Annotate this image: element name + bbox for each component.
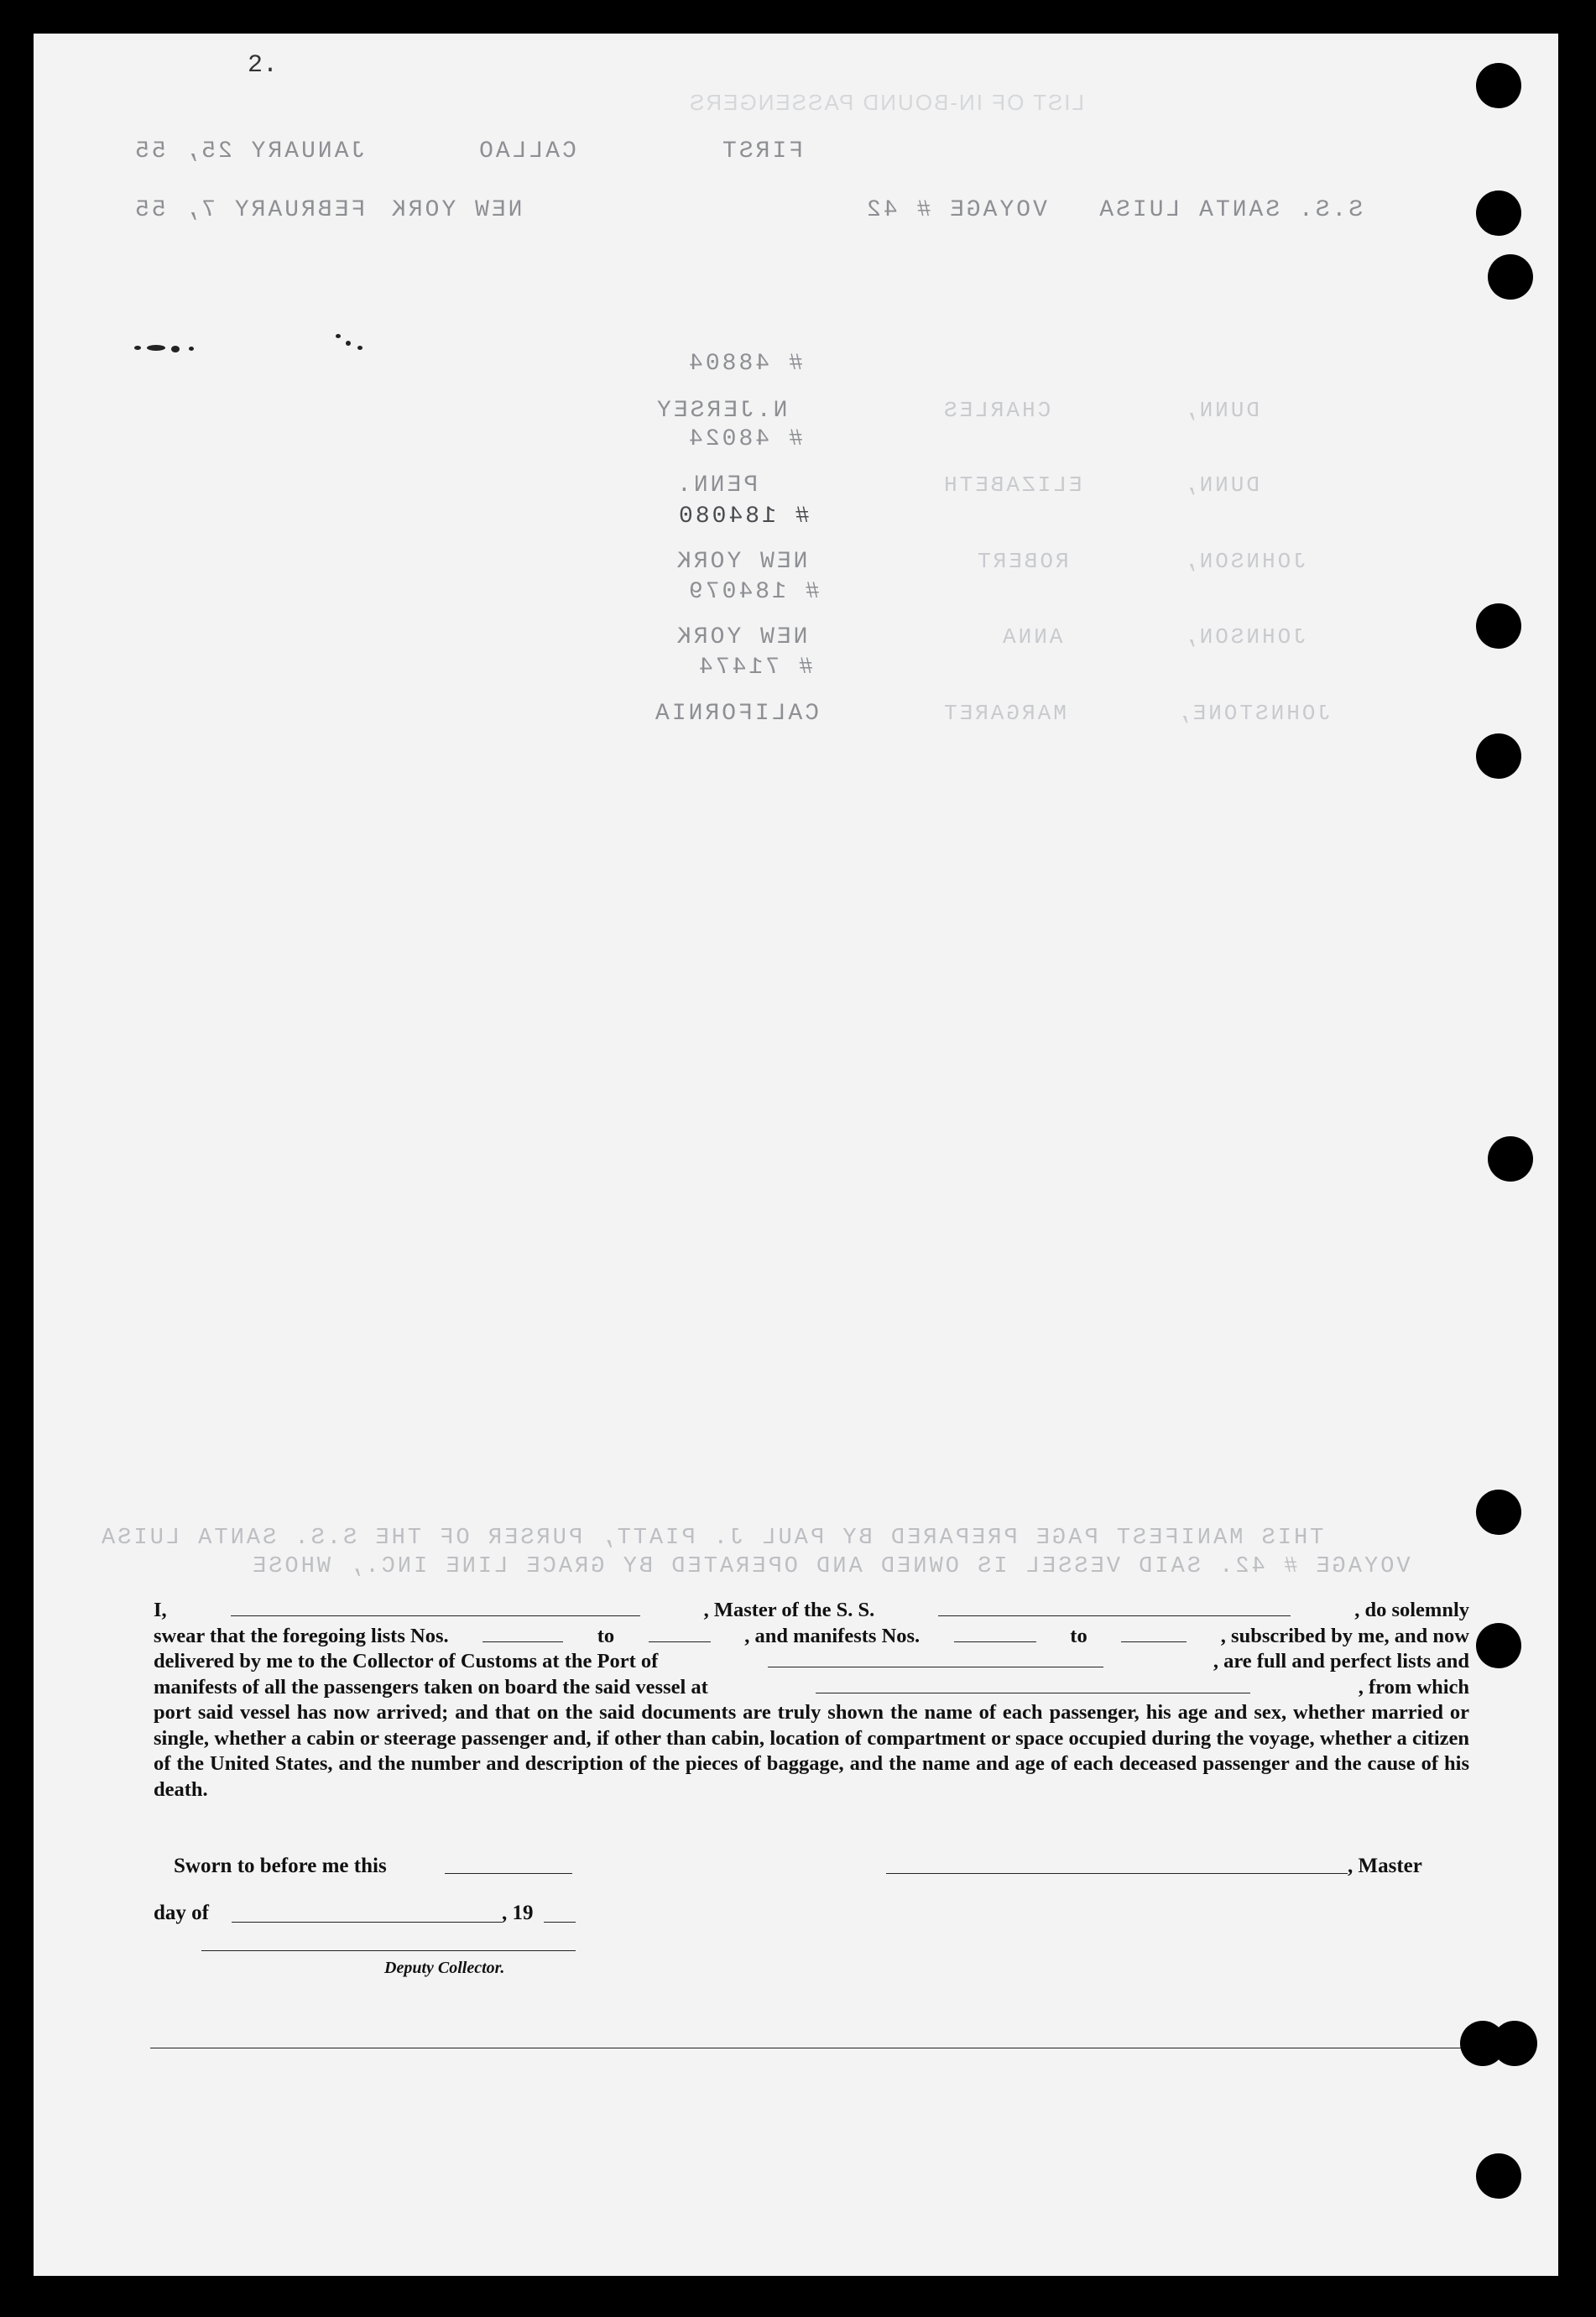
header-class: FIRST bbox=[720, 138, 804, 164]
speck bbox=[357, 346, 362, 350]
oath-swear: swear that the foregoing lists Nos. bbox=[154, 1624, 449, 1647]
header-date-depart: JANUARY 25, 55 bbox=[133, 138, 366, 164]
oath-to-2: to bbox=[1070, 1624, 1087, 1647]
oath-line-2 bbox=[154, 1624, 1469, 1650]
passenger-given: CHARLES bbox=[941, 398, 1051, 423]
manifests-to-field[interactable] bbox=[1121, 1625, 1187, 1642]
binder-hole bbox=[1476, 2153, 1521, 2199]
oath-do-solemnly: , do solemnly bbox=[1354, 1599, 1469, 1621]
ghost-title: LIST OF IN-BOUND PASSENGERS bbox=[688, 90, 1085, 115]
passenger-number: # 48024 bbox=[686, 426, 803, 452]
passenger-surname: DUNN, bbox=[1181, 398, 1260, 423]
passenger-given: ANNA bbox=[1000, 624, 1063, 650]
speck bbox=[171, 346, 180, 352]
passenger-state: PENN. bbox=[675, 472, 759, 498]
year-field[interactable] bbox=[544, 1922, 576, 1923]
passenger-given: ELIZABETH bbox=[941, 472, 1082, 498]
year-label: , 19 bbox=[502, 1902, 534, 1924]
manifest-sheet bbox=[34, 34, 1558, 2276]
binder-hole bbox=[1488, 1136, 1533, 1182]
page-number: 2. bbox=[248, 51, 279, 80]
passenger-state: CALIFORNIA bbox=[653, 701, 820, 727]
header-port-arrive: NEW YORK bbox=[389, 197, 523, 223]
passenger-number: # 48804 bbox=[686, 351, 803, 377]
oath-subscribed: , subscribed by me, and now bbox=[1220, 1624, 1469, 1647]
binder-hole bbox=[1476, 1623, 1521, 1668]
oath-manifests: , and manifests Nos. bbox=[744, 1624, 921, 1647]
day-of-label: day of bbox=[154, 1902, 209, 1924]
header-vessel: S.S. SANTA LUISA bbox=[1097, 197, 1364, 223]
oath-master-of: , Master of the S. S. bbox=[703, 1599, 875, 1621]
lists-to-field[interactable] bbox=[649, 1625, 711, 1642]
passenger-given: MARGARET bbox=[941, 701, 1067, 726]
boarding-port-field[interactable] bbox=[816, 1676, 1250, 1693]
binder-hole bbox=[1476, 190, 1521, 236]
deputy-collector-label: Deputy Collector. bbox=[384, 1959, 505, 1977]
speck bbox=[189, 347, 194, 351]
binder-hole bbox=[1476, 1490, 1521, 1535]
speck bbox=[147, 345, 165, 351]
day-of-month-field[interactable] bbox=[232, 1922, 502, 1923]
passenger-surname: JOHNSON, bbox=[1181, 624, 1307, 650]
binder-hole bbox=[1476, 733, 1521, 779]
sworn-date-field[interactable] bbox=[445, 1873, 572, 1874]
oath-rest: port said vessel has now arrived; and that on the said documents are truly shown the name of each passenger, his age and sex, whether married or single, whether a cabin or steerage passenger and, if other than cabin, location of compartment or space occupied during the voyage, whether a citizen of the United States, and the number and description of the pieces of baggage, and the name and age of each deceased passenger and the cause of his death. bbox=[154, 1701, 1469, 1801]
header-vessel-voyage bbox=[864, 197, 1363, 223]
binder-hole bbox=[1488, 254, 1533, 300]
deputy-signature-field[interactable] bbox=[201, 1950, 576, 1951]
passenger-surname: JOHNSON, bbox=[1181, 549, 1307, 574]
oath-delivered: delivered by me to the Collector of Customs at the Port of bbox=[154, 1650, 659, 1673]
footer-reversed-line1: THIS MANIFEST PAGE PREPARED BY PAUL J. PIATT, PURSER OF THE S.S. SANTA LUISA bbox=[99, 1526, 1324, 1551]
header-port-depart: CALLAO bbox=[477, 138, 576, 164]
binder-hole bbox=[1476, 603, 1521, 649]
master-signature-field[interactable] bbox=[886, 1873, 1348, 1874]
master-label: , Master bbox=[1348, 1855, 1422, 1877]
manifests-from-field[interactable] bbox=[954, 1625, 1036, 1642]
oath-line-1 bbox=[154, 1598, 1469, 1624]
oath-i: I, bbox=[154, 1599, 167, 1621]
passenger-number: # 71474 bbox=[696, 655, 813, 681]
passenger-surname: DUNN, bbox=[1181, 472, 1260, 498]
speck bbox=[346, 341, 351, 346]
oath-paragraph bbox=[154, 1598, 1469, 1803]
oath-to-1: to bbox=[597, 1624, 615, 1647]
oath-full-perfect: , are full and perfect lists and bbox=[1213, 1650, 1469, 1673]
footer-reversed-line2: VOYAGE # 42. SAID VESSEL IS OWNED AND OPERATED BY GRACE LINE INC., WHOSE bbox=[250, 1554, 1411, 1579]
passenger-state: NEW YORK bbox=[675, 624, 808, 650]
binder-hole bbox=[1476, 63, 1521, 108]
sworn-before-label: Sworn to before me this bbox=[174, 1855, 387, 1877]
speck bbox=[336, 334, 341, 338]
passenger-state: N.JERSEY bbox=[655, 398, 788, 424]
oath-manifests-all: manifests of all the passengers taken on board the said vessel at bbox=[154, 1675, 708, 1699]
passenger-given: ROBERT bbox=[975, 549, 1069, 574]
header-voyage: VOYAGE # 42 bbox=[864, 197, 1047, 223]
oath-line-4 bbox=[154, 1675, 1469, 1701]
passenger-number: # 184080 bbox=[676, 504, 810, 530]
oath-line-3 bbox=[154, 1649, 1469, 1675]
passenger-state: NEW YORK bbox=[675, 549, 808, 575]
speck bbox=[134, 346, 141, 350]
binder-hole bbox=[1492, 2021, 1537, 2066]
oath-from-which: , from which bbox=[1358, 1675, 1469, 1699]
port-of-field[interactable] bbox=[768, 1650, 1103, 1667]
lists-from-field[interactable] bbox=[482, 1625, 563, 1642]
passenger-surname: JOHNSTONE, bbox=[1175, 701, 1332, 726]
passenger-number: # 184079 bbox=[686, 579, 820, 605]
master-name-field[interactable] bbox=[231, 1599, 640, 1616]
vessel-name-field[interactable] bbox=[938, 1599, 1291, 1616]
header-date-arrive: FEBRUARY 7, 55 bbox=[133, 197, 366, 223]
